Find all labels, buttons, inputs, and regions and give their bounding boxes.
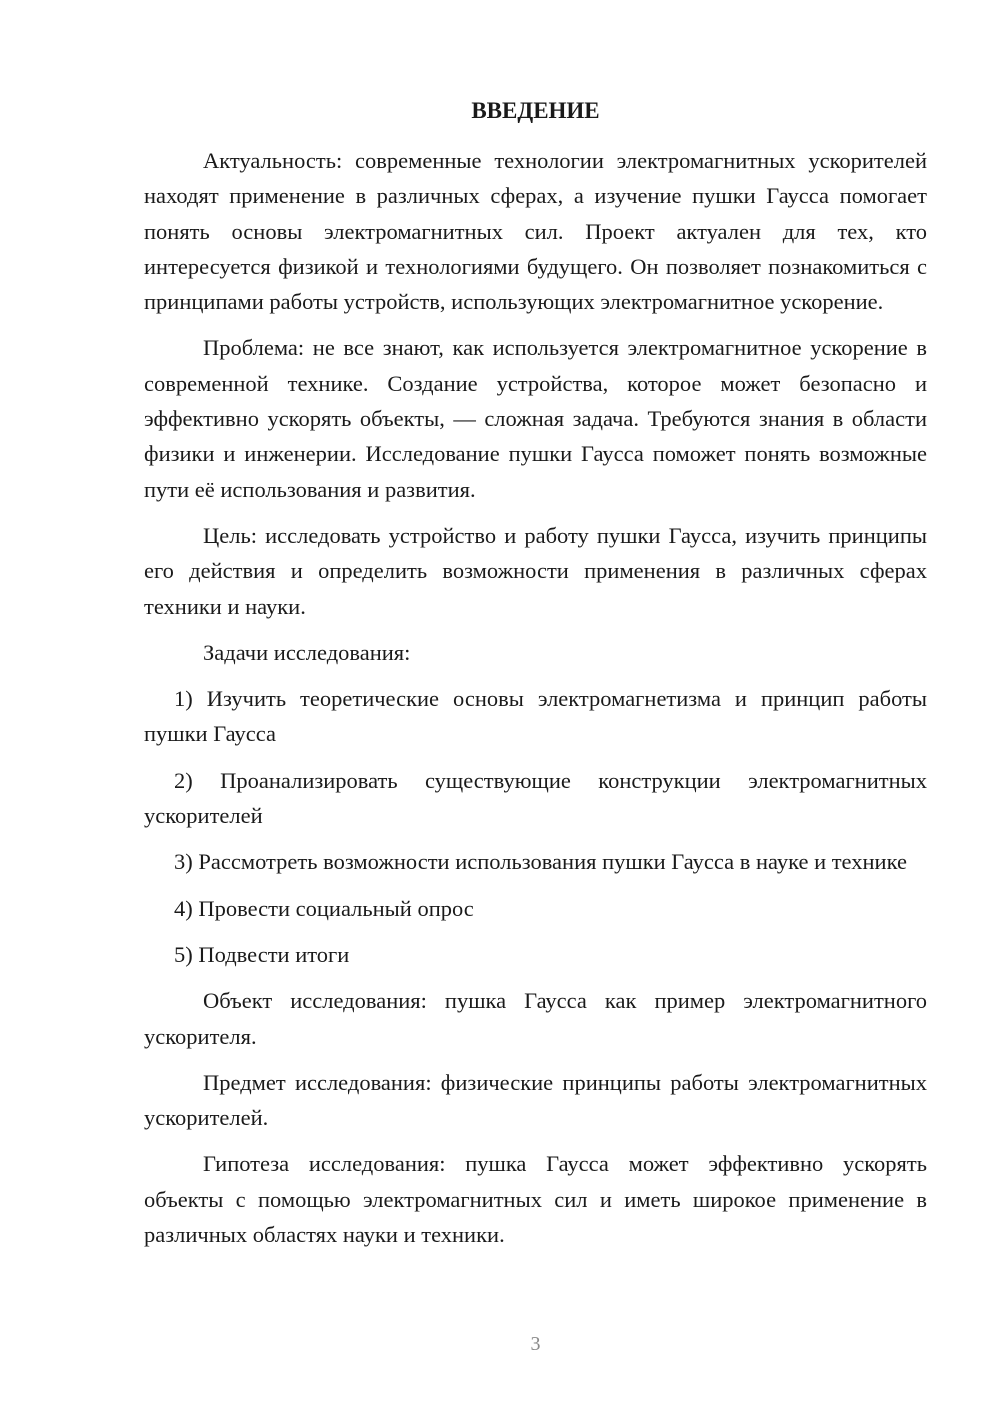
task-item-3: 3) Рассмотреть возможности использования пушки Гаусса в науке и технике	[174, 849, 907, 875]
problem-paragraph: Проблема: не все знают, как используется электромагнитное ускорение в современной технике. Создание устройства, которое может безопасно и эффективно ускорять объекты, — сложная задача. Требуются знания в области физики и инженерии. Исследование пушки Гаусса поможет понять возможные пути её использования и развития.	[144, 335, 927, 502]
page-number: 3	[530, 1333, 541, 1355]
document-body	[144, 143, 927, 1263]
task-item-5: 5) Подвести итоги	[174, 941, 350, 967]
goal-paragraph: Цель: исследовать устройство и работу пушки Гаусса, изучить принципы его действия и определить возможности применения в различных сферах техники и науки.	[144, 522, 927, 619]
task-item-4: 4) Провести социальный опрос	[174, 895, 474, 921]
task-item-2: 2) Проанализировать существующие конструкции электромагнитных ускорителей	[144, 767, 927, 829]
tasks-heading: Задачи исследования:	[203, 639, 411, 665]
task-item-1: 1) Изучить теоретические основы электромагнетизма и принцип работы пушки Гаусса	[144, 686, 927, 747]
subject-paragraph: Предмет исследования: физические принципы работы электромагнитных ускорителей.	[144, 1069, 927, 1131]
object-paragraph: Объект исследования: пушка Гаусса как пример электромагнитного ускорителя.	[144, 988, 927, 1049]
relevance-paragraph: Актуальность: современные технологии электромагнитных ускорителей находят применение в различных сферах, а изучение пушки Гаусса помогает понять основы электромагнитных сил. Проект актуален для тех, кто интересуется физикой и технологиями будущего. Он позволяет познакомиться с принципами работы устройств, использующих электромагнитное ускорение.	[144, 148, 927, 315]
hypothesis-paragraph: Гипотеза исследования: пушка Гаусса может эффективно ускорять объекты с помощью электромагнитных сил и иметь широкое применение в различных областях науки и техники.	[144, 1151, 927, 1248]
document-page	[144, 0, 927, 1414]
section-title: ВВЕДЕНИЕ	[471, 98, 600, 123]
